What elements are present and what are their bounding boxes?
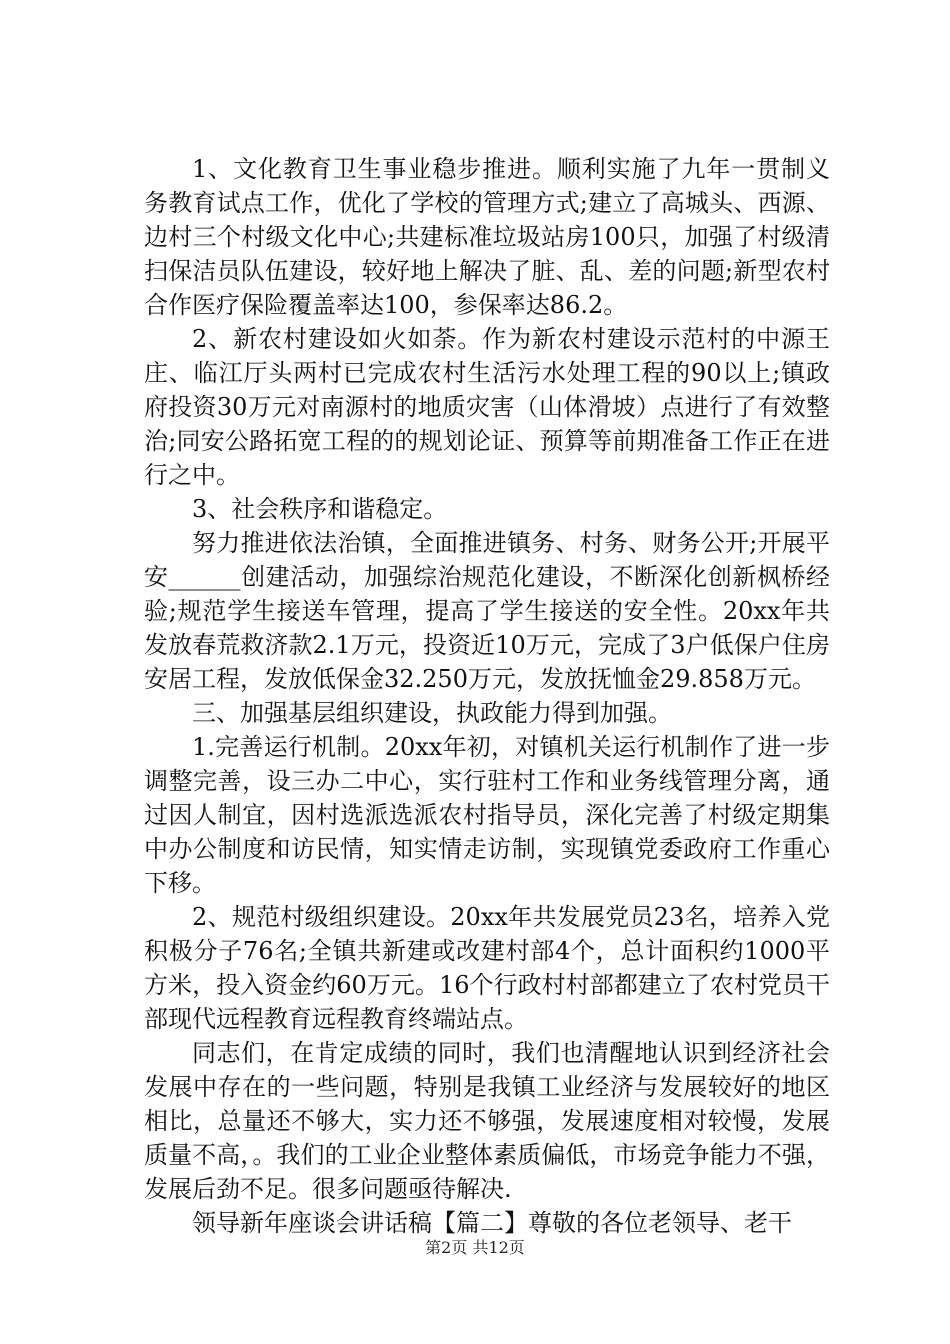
paragraph-culture-education: 1、文化教育卫生事业稳步推进。顺利实施了九年一贯制义务教育试点工作，优化了学校的管理方式;建立了高城头、西源、边村三个村级文化中心;共建标准垃圾站房100只，加强了村级清扫保洁员队伍建设，较好地上解决了脏、乱、差的问题;新型农村合作医疗保险覆盖率达100，参保率达86.2。 — [144, 155, 830, 319]
paragraph-social-order-heading: 3、社会秩序和谐稳定。 — [192, 495, 448, 523]
section-heading-grassroots: 三、加强基层组织建设，执政能力得到加强。 — [192, 699, 672, 727]
paragraph-new-countryside: 2、新农村建设如火如荼。作为新农村建设示范村的中源王庄、临江厅头两村已完成农村生活污水处理工程的90以上;镇政府投资30万元对南源村的地质灾害（山体滑坡）点进行了有效整治;同安公路拓宽工程的的规划论证、预算等前期准备工作正在进行之中。 — [144, 325, 830, 489]
paragraph-problems: 同志们，在肯定成绩的同时，我们也清醒地认识到经济社会发展中存在的一些问题，特别是我镇工业经济与发展较好的地区相比，总量还不够大，实力还不够强，发展速度相对较慢，发展质量不高，。我们的工业企业整体素质偏低，市场竞争能力不强，发展后劲不足。很多问题亟待解决. — [144, 1039, 830, 1203]
paragraph-village-organization: 2、规范村级组织建设。20xx年共发展党员23名，培养入党积极分子76名;全镇共新建或改建村部4个，总计面积约1000平方米，投入资金约60万元。16个行政村村部都建立了农村党员干部现代远程教育远程教育终端站点。 — [144, 903, 830, 1033]
page-number-footer: 第2页 共12页 — [425, 1238, 525, 1257]
document-body — [144, 152, 830, 1240]
paragraph-rule-of-law: 努力推进依法治镇，全面推进镇务、村务、财务公开;开展平安______创建活动，加强综治规范化建设，不断深化创新枫桥经验;规范学生接送车管理，提高了学生接送的安全性。20xx年共发放春荒救济款2.1万元，投资近10万元，完成了3户低保户住房安居工程，发放低保金32.250万元，发放抚恤金29.858万元。 — [144, 529, 830, 693]
paragraph-operating-mechanism: 1.完善运行机制。20xx年初，对镇机关运行机制作了进一步调整完善，设三办二中心，实行驻村工作和业务线管理分离，通过因人制宜，因村选派选派农村指导员，深化完善了村级定期集中办公制度和访民情，知实情走访制，实现镇党委政府工作重心下移。 — [144, 733, 830, 897]
paragraph-part-two-start: 领导新年座谈会讲话稿【篇二】尊敬的各位老领导、老干 — [192, 1209, 792, 1237]
